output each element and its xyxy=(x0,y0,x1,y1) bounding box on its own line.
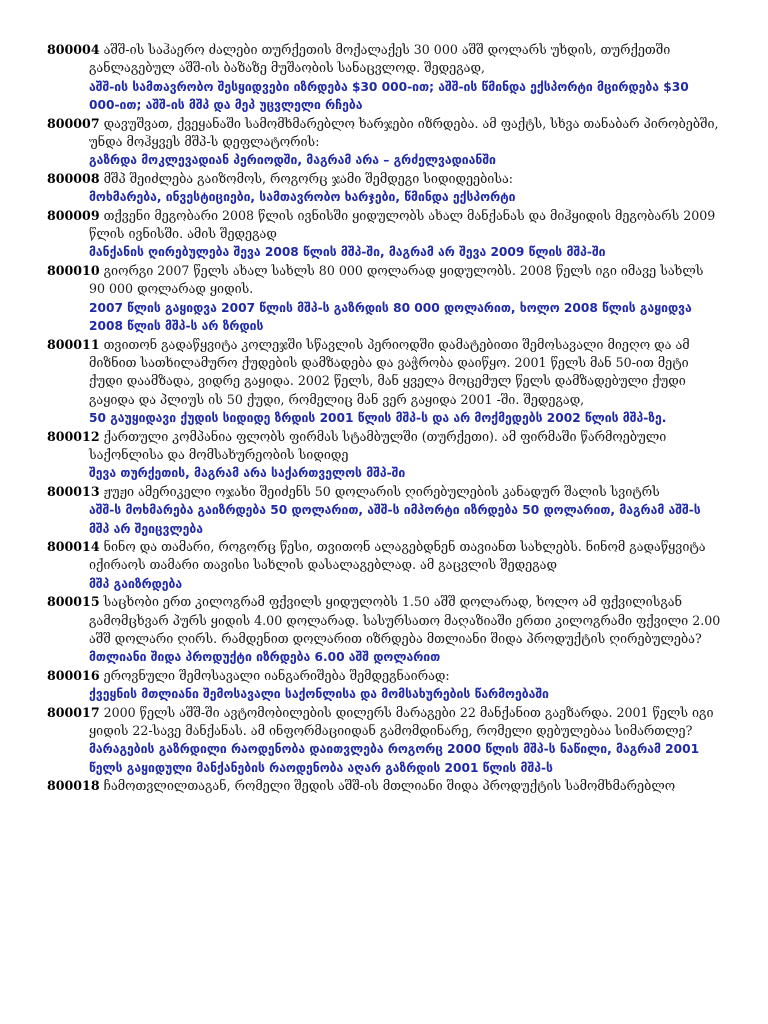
question-line xyxy=(47,262,723,299)
question-line xyxy=(47,667,723,685)
question-entry xyxy=(47,170,723,207)
question-text: გიორგი 2007 წელს ახალ სახლს 80 000 დოლარად ყიდულობს. 2008 წელს იგი იმავე სახლს 90 000 დოლარად ყიდის. xyxy=(89,262,704,297)
answer-text: გაზრდა მოკლევადიან პერიოდში, მაგრამ არა – გრძელვადიანში xyxy=(89,153,496,168)
question-line xyxy=(47,336,723,410)
question-number: 800015 xyxy=(47,594,100,610)
question-line xyxy=(47,41,723,78)
question-text: ჩამოთვლილთაგან, რომელი შედის აშშ-ის მთლიანი შიდა პროდუქტის სამომხმარებლო xyxy=(103,778,676,794)
question-entry xyxy=(47,704,723,778)
question-text: აშშ-ის საჰაერო ძალები თურქეთის მოქალაქეს 30 000 აშშ დოლარს უხდის, თურქეთში განლაგებულ აშშ-ის ბაზაზე მუშაობის სანაცვლოდ. შედეგად, xyxy=(89,42,671,76)
answer-text: შევა თურქეთის, მაგრამ არა საქართველოს მშპ-ში xyxy=(89,466,406,481)
question-entry xyxy=(47,41,723,115)
answer-text: მშპ გაიზრდება xyxy=(89,576,183,591)
question-text: 2000 წელს აშშ-ში ავტომობილების დილერს მარაგები 22 მანქანით გაეზარდა. 2001 წელს იგი ყიდის 22-სავე მანქანას. ამ ინფორმაციიდან გამომდინარე, რომელი დებულებაა სიმართლე? xyxy=(89,704,714,739)
answer-text: აშშ-ს მოხმარება გაიზრდება 50 დოლარით, აშშ-ს იმპორტი იზრდება 50 დოლარით, მაგრამ აშშ-ს მშპ არ შეიცვლება xyxy=(89,503,701,536)
question-number: 800013 xyxy=(47,483,100,499)
question-line xyxy=(47,538,723,575)
answer-text: მარაგების გაზრდილი რაოდენობა დაითვლება როგორც 2000 წლის მშპ-ს ნაწილი, მაგრამ 2001 წელს გაყიდული მანქანების რაოდენობა აღარ გაზრდის 2001 წლის მშპ-ს xyxy=(89,742,700,775)
question-number: 800010 xyxy=(47,262,100,278)
question-line xyxy=(47,428,723,465)
question-entry xyxy=(47,115,723,170)
answer-text: მოხმარება, ინვესტიციები, სამთავრობო ხარჯები, წმინდა ექსპორტი xyxy=(89,190,516,205)
question-number: 800011 xyxy=(47,336,100,352)
question-entry xyxy=(47,483,723,538)
question-number: 800016 xyxy=(47,667,100,683)
question-number: 800017 xyxy=(47,704,100,720)
question-line xyxy=(47,170,723,188)
question-text: ქართული კომპანია ფლობს ფირმას სტამბულში (თურქეთი). ამ ფირმაში წარმოებული საქონლისა და მომსახურეობის სიდიდე xyxy=(89,428,667,462)
question-number: 800014 xyxy=(47,538,100,554)
question-line xyxy=(47,207,723,244)
question-text: ეროვნული შემოსავალი იანგარიშება შემდეგნაირად: xyxy=(103,667,450,683)
answer-text: მანქანის ღირებულება შევა 2008 წლის მშპ-ში, მაგრამ არ შევა 2009 წლის მშპ-ში xyxy=(89,245,606,260)
question-text: თქვენი მეგობარი 2008 წლის ივნისში ყიდულობს ახალ მანქანას და მიჰყიდის მეგობარს 2009 წლის ივნისში. ამის შედეგად xyxy=(89,207,716,242)
question-entry xyxy=(47,207,723,262)
question-line xyxy=(47,483,723,501)
question-entry xyxy=(47,593,723,667)
question-number: 800008 xyxy=(47,170,100,186)
question-entry xyxy=(47,667,723,704)
question-entry xyxy=(47,538,723,593)
question-text: ჟუჟი ამერიკელი ოჯახი შეიძენს 50 დოლარის ღირებულების კანადურ შალის სვიტრს xyxy=(103,483,660,499)
question-entry xyxy=(47,262,723,336)
question-text: თვითონ გადაწყვიტა კოლეჯში სწავლის პერიოდში დამატებითი შემოსავალი მიეღო და ამ მიზნით სათხილამურო ქუდების დამზადება და ვაჭრობა დაიწყო. 2001 წელს მან 50-ით მეტი ქუდი დაამზადა, ვიდრე გაყიდა. 2002 წელს, მან ყველა მოცემულ წელს დამზადებული ქუდი გაყიდა და პლიუს ის 50 ქუდი, რომელიც მან ვერ გაყიდა 2001 -ში. შედეგად, xyxy=(89,336,690,407)
document-page xyxy=(47,41,723,796)
question-number: 800009 xyxy=(47,207,100,223)
question-number: 800004 xyxy=(47,42,100,57)
answer-text: 50 გაუყიდავი ქუდის სიდიდე ზრდის 2001 წლის მშპ-ს და არ მოქმედებს 2002 წლის მშპ-ზე. xyxy=(89,411,667,426)
answer-text: მთლიანი შიდა პროდუქტი იზრდება 6.00 აშშ დოლარით xyxy=(89,650,441,665)
question-text: დავუშვათ, ქვეყანაში სამომხმარებლო ხარჯები იზრდება. ამ ფაქტს, სხვა თანაბარ პირობებში, უნდა მოჰყვეს მშპ-ს დეფლატორის: xyxy=(89,115,719,150)
question-line xyxy=(47,593,723,648)
question-entry xyxy=(47,428,723,483)
answer-text: აშშ-ის სამთავრობო შესყიდვები იზრდება $30 000-ით; აშშ-ის წმინდა ექსპორტი მცირდება $30 000-ით; აშშ-ის მშპ და მეპ უცვლელი რჩება xyxy=(89,79,689,113)
question-text: ნინო და თამარი, როგორც წესი, თვითონ ალაგებდნენ თავიანთ სახლებს. ნინომ გადაწყვიტა იქირაოს თამარი თავისი სახლის დასალაგებლად. ამ გაცვლის შედეგად xyxy=(89,538,706,573)
question-entry xyxy=(47,336,723,428)
question-entry xyxy=(47,777,723,795)
question-text: საცხობი ერთ კილოგრამ ფქვილს ყიდულობს 1.50 აშშ დოლარად, ხოლო ამ ფქვილისგან გამომცხვარ პურს ყიდის 4.00 დოლარად. სასურსათო მაღაზიაში ერთი კილოგრამი ფქვილი 2.00 აშშ დოლარი ღირს. რამდენით დოლარით იზრდება მთლიანი შიდა პროდუქტის ღირებულება? xyxy=(89,594,721,646)
question-line xyxy=(47,115,723,152)
question-text: მშპ შეიძლება გაიზომოს, როგორც ჯამი შემდეგი სიდიდეებისა: xyxy=(103,170,514,186)
answer-text: 2007 წლის გაყიდვა 2007 წლის მშპ-ს გაზრდის 80 000 დოლარით, ხოლო 2008 წლის გაყიდვა 2008 წლის მშპ-ს არ ზრდის xyxy=(89,300,692,334)
question-line xyxy=(47,704,723,741)
question-number: 800007 xyxy=(47,115,100,131)
question-number: 800018 xyxy=(47,778,100,794)
question-line xyxy=(47,777,723,795)
answer-text: ქვეყნის მთლიანი შემოსავალი საქონლისა და მომსახურების წარმოებაში xyxy=(89,687,549,702)
question-number: 800012 xyxy=(47,428,100,444)
